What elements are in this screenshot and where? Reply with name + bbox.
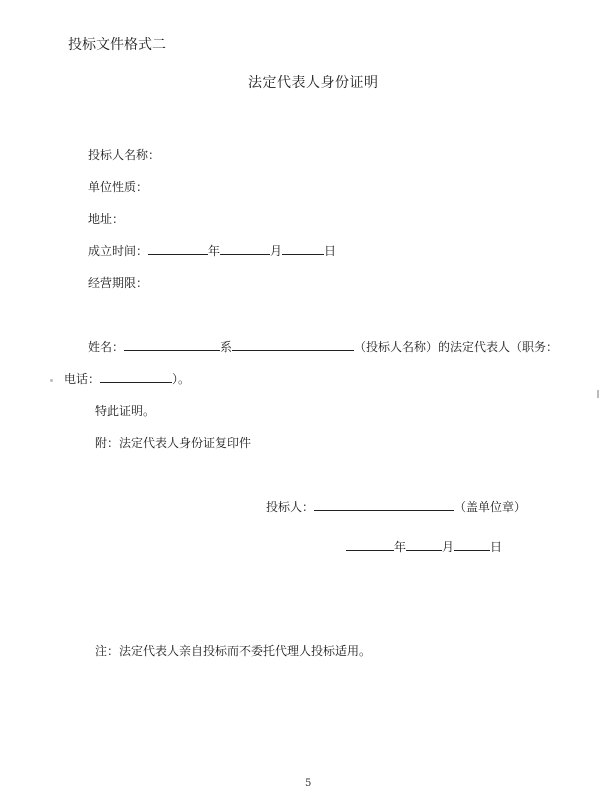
bidder-name-blank bbox=[232, 338, 354, 351]
established-line bbox=[88, 242, 336, 259]
attachment-note: 附：法定代表人身份证复印件 bbox=[95, 436, 252, 450]
seal-note: （盖单位章） bbox=[454, 500, 527, 514]
bidder-paren-text: （投标人名称）的法定代表人（职务： bbox=[354, 340, 559, 354]
certify-text: 特此证明。 bbox=[95, 404, 156, 418]
signature-date-line bbox=[346, 538, 502, 555]
scan-edge-mark bbox=[597, 390, 599, 398]
sign-year-blank bbox=[346, 538, 394, 551]
page-number: 5 bbox=[305, 778, 312, 789]
statement-line bbox=[88, 338, 558, 355]
phone-close: ）。 bbox=[172, 372, 191, 386]
established-label: 成立时间： bbox=[88, 244, 149, 258]
day-word: 日 bbox=[324, 244, 337, 258]
sign-day-blank bbox=[454, 538, 490, 551]
year-blank bbox=[148, 242, 208, 255]
address-label: 地址： bbox=[88, 212, 125, 226]
year-word: 年 bbox=[208, 244, 221, 258]
unit-nature-label: 单位性质： bbox=[88, 180, 149, 194]
footnote: 注：法定代表人亲自投标而不委托代理人投标适用。 bbox=[95, 644, 372, 658]
format-label: 投标文件格式二 bbox=[68, 37, 166, 53]
month-word: 月 bbox=[270, 244, 283, 258]
phone-line bbox=[64, 370, 190, 387]
bidder-signature-blank bbox=[314, 498, 454, 511]
sign-year-word: 年 bbox=[394, 540, 407, 554]
month-blank bbox=[220, 242, 270, 255]
scan-speck-dot bbox=[50, 379, 53, 382]
bidder-name-label: 投标人名称： bbox=[88, 148, 161, 162]
phone-label: 电话： bbox=[64, 372, 101, 386]
phone-blank bbox=[100, 370, 172, 383]
bidder-signature-label: 投标人： bbox=[266, 500, 315, 514]
sign-month-word: 月 bbox=[442, 540, 455, 554]
name-label: 姓名： bbox=[88, 340, 125, 354]
name-blank bbox=[124, 338, 220, 351]
day-blank bbox=[282, 242, 324, 255]
sign-month-blank bbox=[406, 538, 442, 551]
signature-line bbox=[266, 498, 526, 515]
business-term-label: 经营期限： bbox=[88, 276, 149, 290]
document-title: 法定代表人身份证明 bbox=[248, 75, 379, 91]
sign-day-word: 日 bbox=[490, 540, 503, 554]
is-word: 系 bbox=[220, 340, 233, 354]
